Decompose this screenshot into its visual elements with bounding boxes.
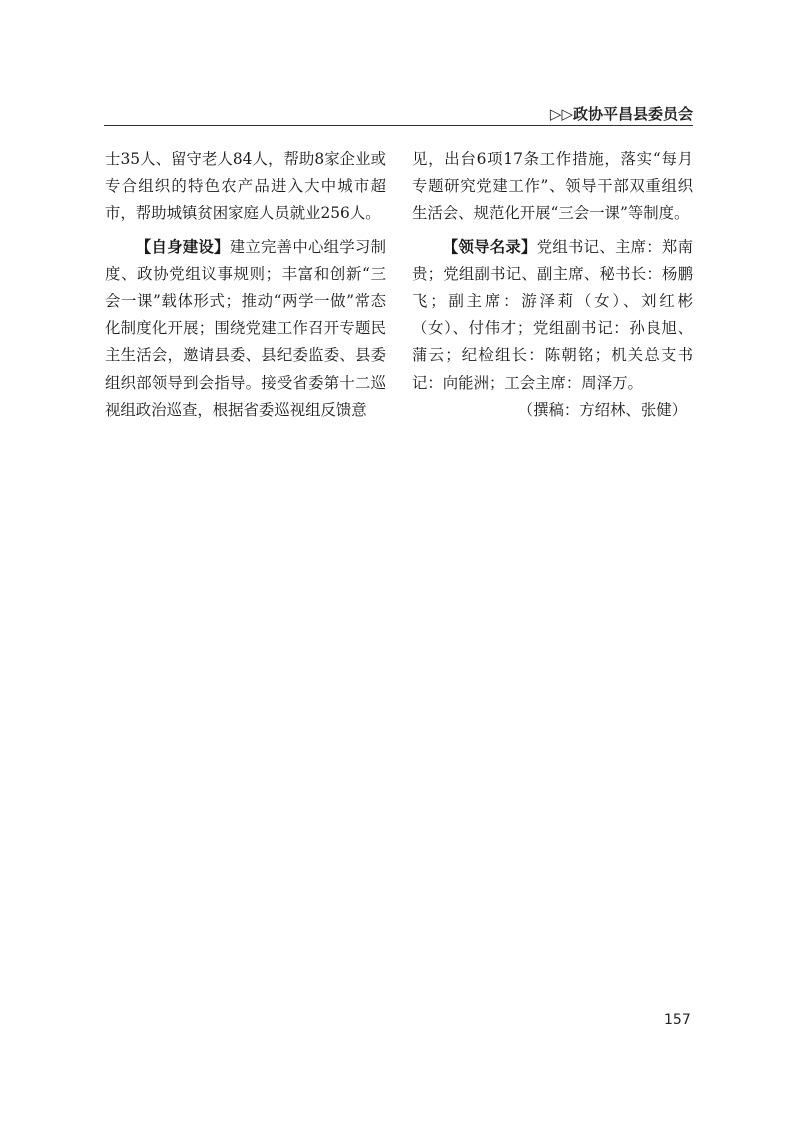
header-rule (104, 125, 693, 126)
section-label-leadership: 【领导名录】 (442, 237, 537, 256)
right-column (412, 146, 693, 424)
leadership-text: 党组书记、主席：郑南贵；党组副书记、副主席、秘书长：杨鹏飞；副主席：游泽莉（女）、刘红彬（女）、付伟才；党组副书记：孙良旭、蒲云；纪检组长：陈朝铭；机关总支书记：向能洲；工会主席：周泽万。 (412, 237, 693, 392)
left-column (105, 146, 386, 424)
header-title: ▷▷政协平昌县委员会 (549, 105, 693, 123)
section-label-self-construction: 【自身建设】 (135, 237, 230, 256)
right-paragraph-leadership (412, 234, 693, 397)
right-paragraph-1: 见，出台6项17条工作措施，落实“每月专题研究党建工作”、领导干部双重组织生活会、规范化开展“三会一课”等制度。 (412, 150, 693, 223)
running-header (104, 100, 693, 126)
byline: （撰稿：方绍林、张健） (517, 400, 687, 419)
page-number: 157 (664, 1012, 691, 1028)
left-paragraph-1: 士35人、留守老人84人，帮助8家企业或专合组织的特色农产品进入大中城市超市，帮助城镇贫困家庭人员就业256人。 (105, 150, 386, 223)
self-construction-text: 建立完善中心组学习制度、政协党组议事规则；丰富和创新“三会一课”载体形式；推动“两学一做”常态化制度化开展；围绕党建工作召开专题民主生活会，邀请县委、县纪委监委、县委组织部领导到会指导。接受省委第十二巡视组政治巡查，根据省委巡视组反馈意 (105, 237, 386, 419)
left-paragraph-self-construction (105, 234, 386, 424)
